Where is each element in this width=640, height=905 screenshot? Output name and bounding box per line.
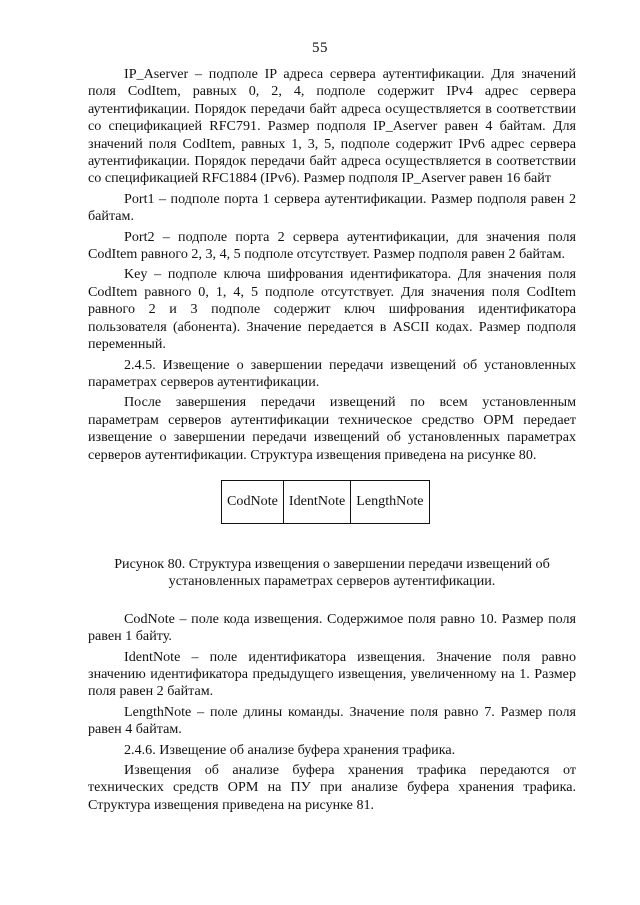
cell-lengthnote: LengthNote	[351, 480, 429, 523]
figure-caption: Рисунок 80. Структура извещения о завершении передачи извещений об установленных параметрах серверов аутентификации.	[114, 555, 550, 590]
paragraph-port2: Port2 – подполе порта 2 сервера аутентификации, для значения поля CodItem равного 2, 3, 4, 5 подполе отсутствует. Размер подполя равен 2 байтам.	[88, 228, 576, 263]
structure-table	[221, 480, 430, 524]
cell-identnote: IdentNote	[283, 480, 350, 523]
cell-codnote: CodNote	[222, 480, 284, 523]
page-number: 55	[312, 40, 328, 56]
figure-80	[88, 480, 576, 528]
paragraph-after-completion: После завершения передачи извещений по всем установленным параметрам серверов аутентификации техническое средство ОРМ передает извещение о завершении передачи извещений об установленных параметрах серверов аутентификации. Структура извещения приведена на рисунке 80.	[88, 394, 576, 463]
paragraph-codnote: CodNote – поле кода извещения. Содержимое поля равно 10. Размер поля равен 1 байту.	[88, 610, 576, 645]
section-heading-2-4-6: 2.4.6. Извещение об анализе буфера хранения трафика.	[124, 741, 456, 758]
paragraph-identnote: IdentNote – поле идентификатора извещения. Значение поля равно значению идентификатора предыдущего извещения, увеличенному на 1. Размер поля равен 2 байтам.	[88, 648, 576, 700]
paragraph-ip-aserver: IP_Aserver – подполе IP адреса сервера аутентификации. Для значений поля CodItem, равных 0, 2, 4, подполе содержит IPv4 адрес сервера аутентификации. Порядок передачи байт адреса осуществляется в соответствии со спецификацией RFC791. Размер подполя IP_Aserver равен 4 байтам. Для значений поля CodItem, равных 1, 3, 5, подполе содержит IPv6 адрес сервера аутентификации. Порядок передачи байт адреса осуществляется в соответствии со спецификацией RFC1884 (IPv6). Размер подполя IP_Aserver равен 16 байт	[88, 66, 576, 187]
paragraph-lengthnote: LengthNote – поле длины команды. Значение поля равно 7. Размер поля равен 4 байтам.	[88, 703, 576, 738]
paragraph-port1: Port1 – подполе порта 1 сервера аутентификации. Размер подполя равен 2 байтам.	[88, 190, 576, 225]
structure-row	[222, 480, 430, 523]
paragraph-buffer-analysis: Извещения об анализе буфера хранения трафика передаются от технических средств ОРМ на ПУ при анализе буфера хранения трафика. Структура извещения приведена на рисунке 81.	[88, 762, 576, 813]
paragraph-key: Key – подполе ключа шифрования идентификатора. Для значения поля CodItem равного 0, 1, 4, 5 подполе отсутствует. Для значения поля CodItem равного 2 и 3 подполе содержит ключ шифрования идентификатора пользователя (абонента). Значение передается в ASCII кодах. Размер подполя переменный.	[88, 266, 576, 353]
section-heading-2-4-5: 2.4.5. Извещение о завершении передачи извещений об установленных параметрах серверов аутентификации.	[88, 356, 576, 390]
page-content	[88, 66, 576, 817]
